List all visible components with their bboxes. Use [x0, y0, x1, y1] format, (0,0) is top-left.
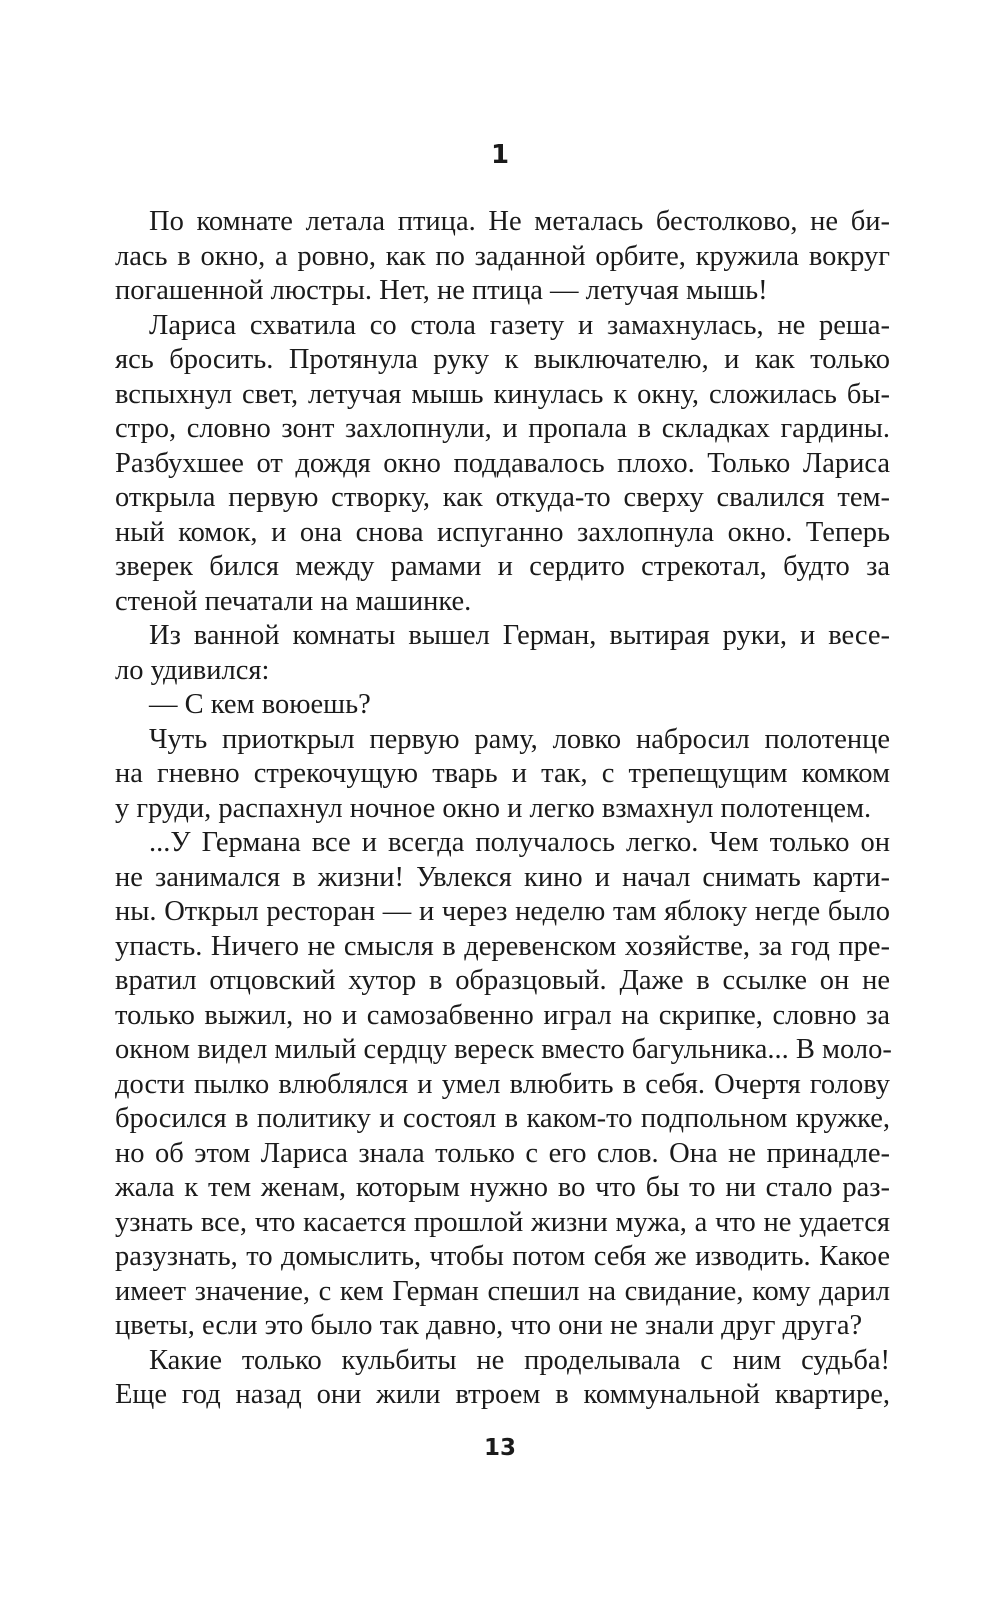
text-line: ...У Германа все и всегда получалось легко. Чем только он [149, 827, 890, 858]
text-line: ло удивился: [115, 654, 270, 686]
page-number: 13 [483, 1435, 516, 1461]
chapter-number: 1 [490, 140, 510, 170]
text-line: упасть. Ничего не смысля в деревенском хозяйстве, за год пре- [115, 930, 890, 962]
text-line: разузнать, то домыслить, чтобы потом себя же изводить. Какое [115, 1241, 890, 1272]
text-line: не занимался в жизни! Увлекся кино и начал снимать карти- [115, 861, 890, 893]
text-line: — С кем воюешь? [149, 689, 371, 720]
text-line: дости пылко влюблялся и умел влюбить в себя. Очертя голову [115, 1068, 890, 1100]
text-line: ясь бросить. Протянула руку к выключателю, и как только [115, 344, 890, 375]
text-line: Лариса схватила со стола газету и замахнулась, не реша- [149, 309, 890, 341]
text-line: на гневно стрекочущую тварь и так, с трепещущим комком [115, 758, 890, 789]
text-line: Разбухшее от дождя окно поддавалось плохо. Только Лариса [115, 447, 890, 479]
text-line: погашенной люстры. Нет, не птица — летучая мышь! [115, 275, 768, 306]
text-line: Какие только кульбиты не проделывала с ним судьба! [149, 1344, 890, 1376]
text-line: Из ванной комнаты вышел Герман, вытирая руки, и весе- [149, 620, 890, 651]
text-line: открыла первую створку, как откуда-то сверху свалился тем- [115, 482, 890, 513]
text-line: у груди, распахнул ночное окно и легко взмахнул полотенцем. [115, 792, 872, 824]
text-line: стеной печатали на машинке. [115, 585, 472, 617]
text-line: ный комок, и она снова испуганно захлопнула окно. Теперь [115, 516, 890, 548]
text-line: вспыхнул свет, летучая мышь кинулась к окну, сложилась бы- [115, 378, 890, 410]
text-line: но об этом Лариса знала только с его слов. Она не принадле- [115, 1137, 890, 1169]
text-line: жала к тем женам, которым нужно во что бы то ни стало раз- [115, 1172, 890, 1203]
text-line: стро, словно зонт захлопнули, и пропала в складках гардины. [115, 413, 890, 444]
text-line: Еще год назад они жили втроем в коммунальной квартире, [115, 1379, 890, 1410]
text-line: только выжил, но и самозабвенно играл на скрипке, словно за [115, 999, 890, 1031]
text-line: лась в окно, а ровно, как по заданной орбите, кружила вокруг [115, 240, 890, 272]
text-line: зверек бился между рамами и сердито стрекотал, будто за [115, 551, 890, 582]
body-text [115, 205, 890, 1413]
text-line: имеет значение, с кем Герман спешил на свидание, кому дарил [115, 1275, 890, 1307]
text-line: Чуть приоткрыл первую раму, ловко набросил полотенце [149, 723, 890, 755]
text-line: цветы, если это было так давно, что они не знали друг друга? [115, 1310, 863, 1341]
text-line: окном видел милый сердцу вереск вместо багульника... В моло- [115, 1034, 892, 1065]
text-line: По комнате летала птица. Не металась бестолково, не би- [149, 206, 890, 237]
text-line: ны. Открыл ресторан — и через неделю там яблоку негде было [115, 896, 890, 927]
text-line: вратил отцовский хутор в образцовый. Даже в ссылке он не [115, 965, 890, 996]
text-line: бросился в политику и состоял в каком-то подпольном кружке, [115, 1103, 890, 1134]
text-line: узнать все, что касается прошлой жизни мужа, а что не удается [115, 1206, 890, 1238]
